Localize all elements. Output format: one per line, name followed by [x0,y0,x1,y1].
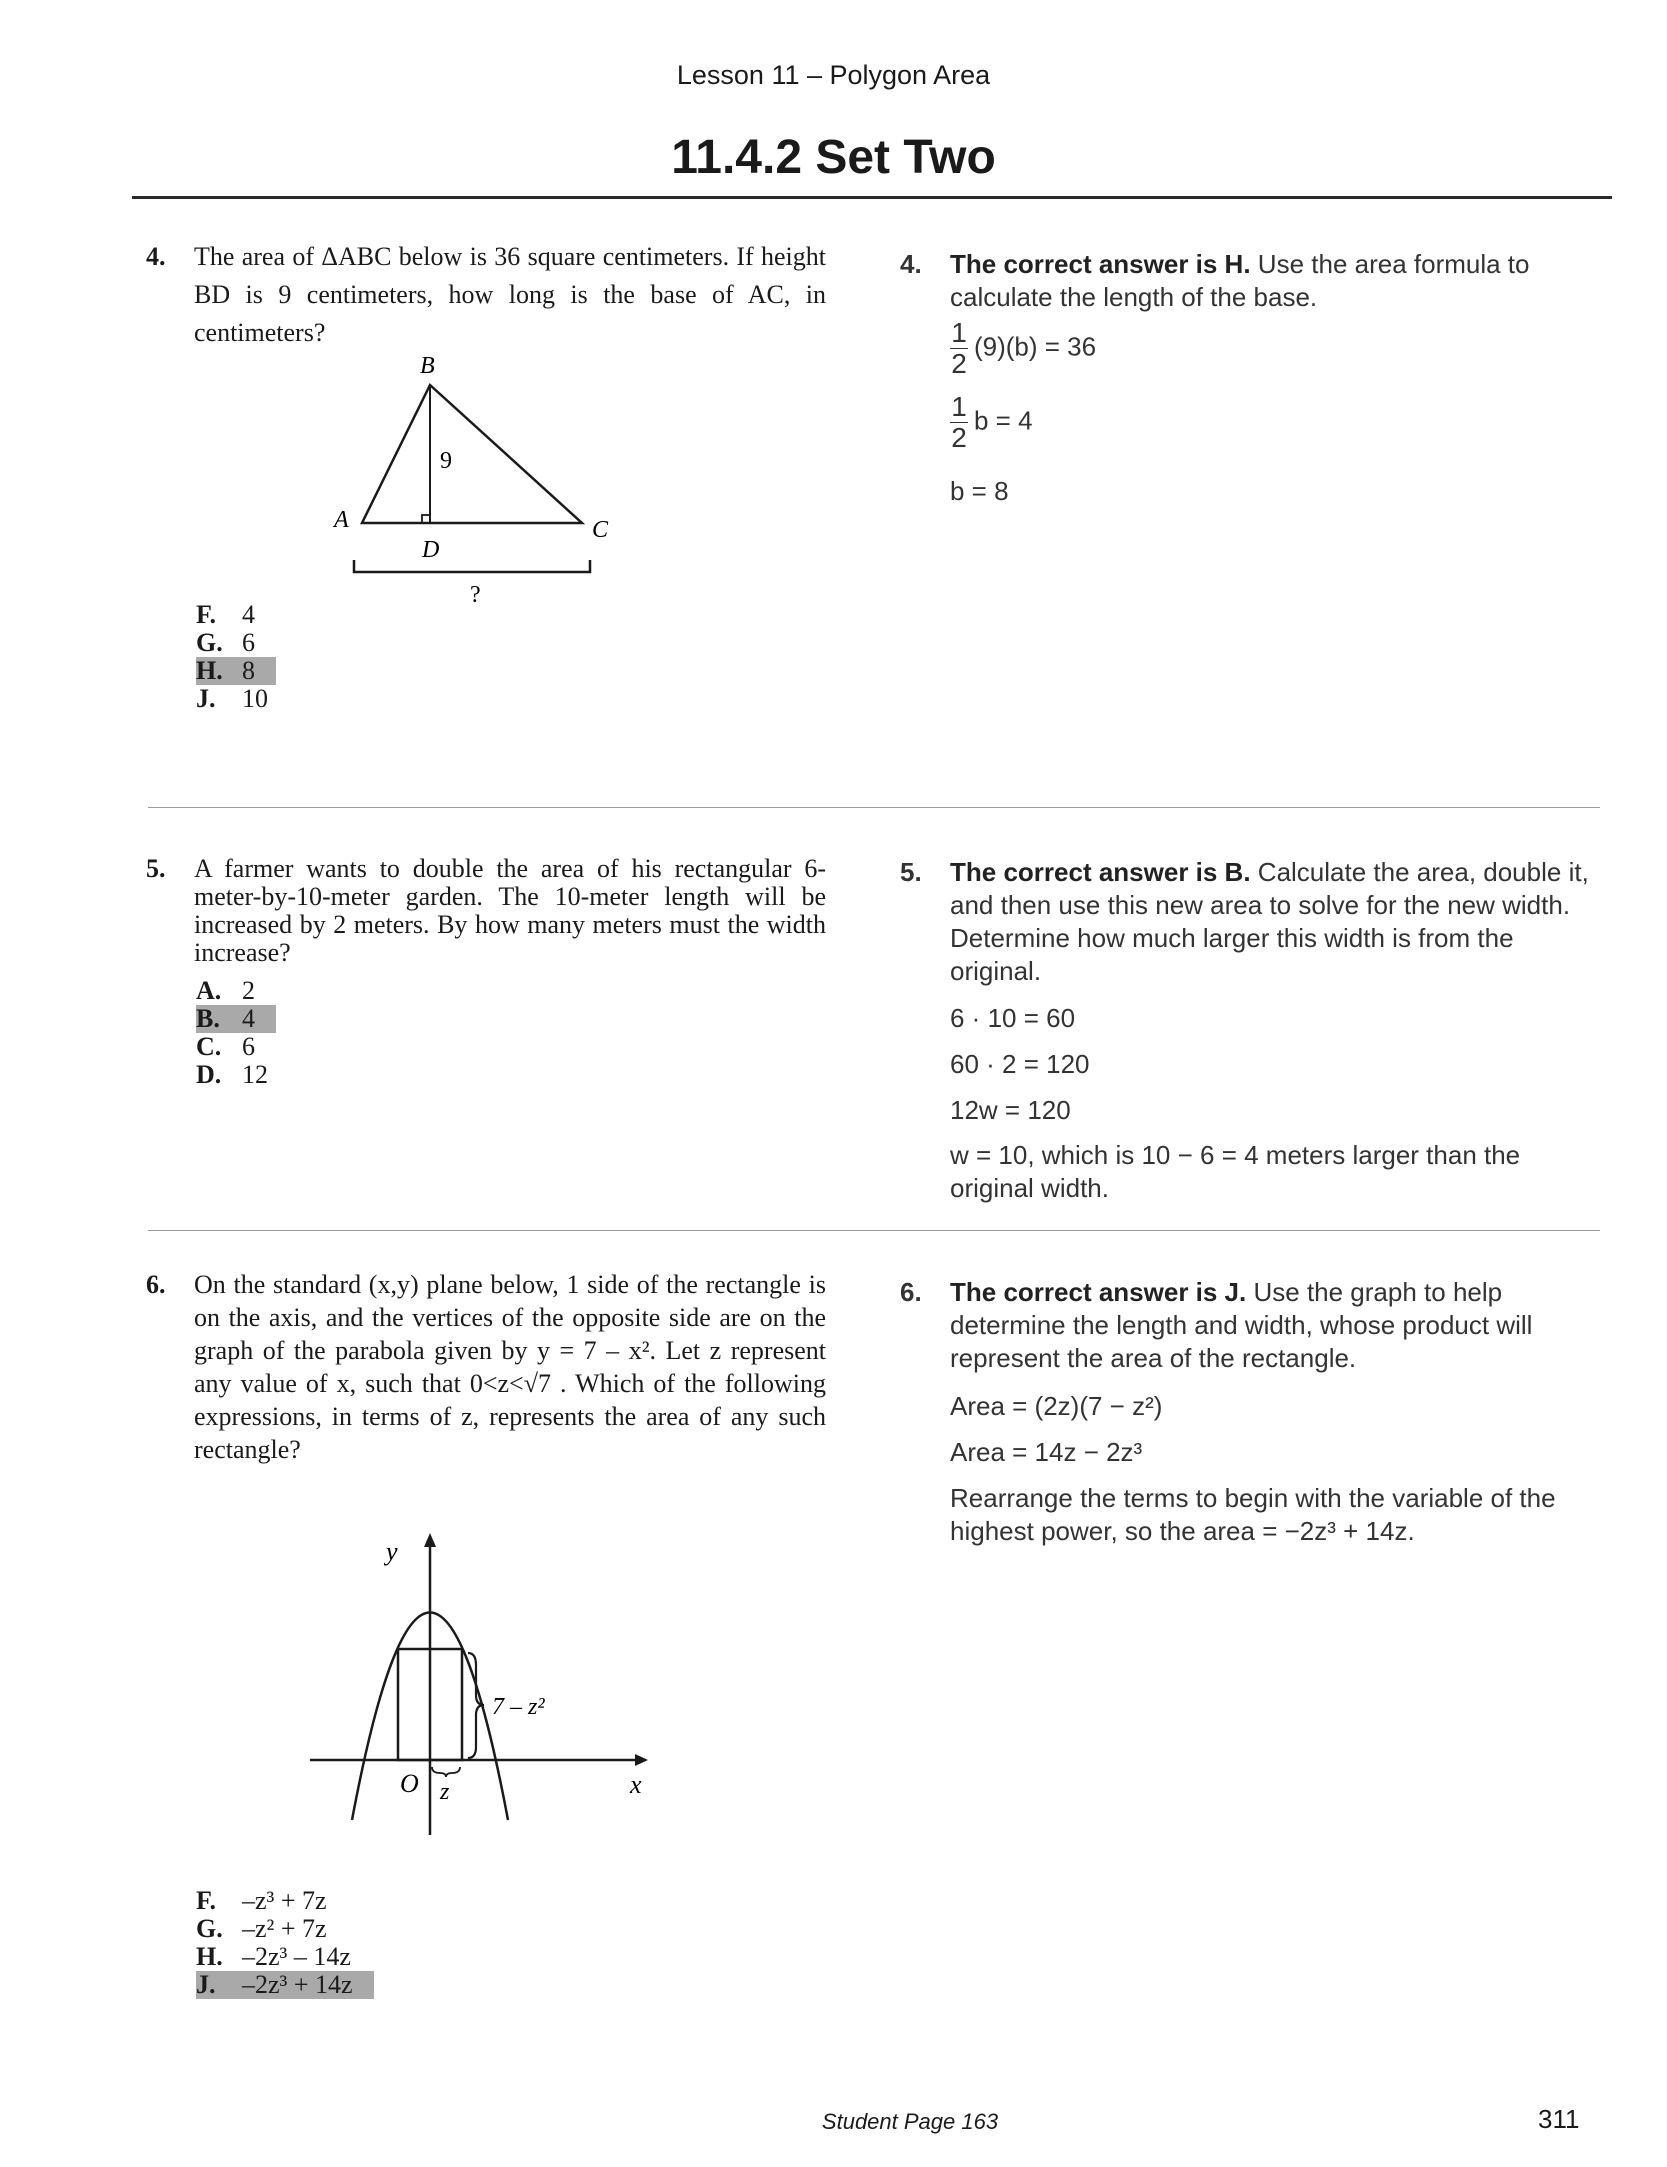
answer-5-step-2: 60 · 2 = 120 [950,1049,1090,1079]
question-6-number: 6. [146,1270,166,1299]
answer-5-step-4: w = 10, which is 10 − 6 = 4 meters larger than the original width. [950,1140,1521,1203]
label-height: 9 [440,448,452,474]
student-page-footer: Student Page 163 [821,2109,999,2134]
answer-6-number: 6. [900,1277,922,1307]
parabola-graph [300,1525,660,1845]
answer-4-lead: The correct answer is H. [950,249,1251,279]
label-b: B [420,353,435,379]
option-g[interactable]: G. –z² + 7z [196,1914,327,1943]
answer-4-step-1: $\frac{1}{2}$ (9)(b) = 36 [951,317,1097,379]
z-brace [432,1767,460,1777]
answer-5-text: Calculate the area, double it, and then use this new area to solve for the new width. Determine how much larger this width is from the original. [950,857,1589,986]
option-h[interactable]: H. 8 [196,657,276,685]
answer-5 [900,856,1600,988]
question-5-text: A farmer wants to double the area of his rectangular 6-meter-by-10-meter garden. The 10-meter length will be increased by 2 meters. By how many meters must the width increase? [194,854,826,967]
x-axis-arrow [635,1754,648,1766]
page-number: 311 [1538,2104,1580,2134]
question-5-options [196,977,276,1089]
label-a: A [334,507,349,533]
option-h[interactable]: H. –2z³ – 14z [196,1942,351,1971]
z-label: z [440,1779,450,1805]
answer-6-step-1: Area = (2z)(7 − z²) [950,1391,1163,1421]
answer-6-step-3: Rearrange the terms to begin with the variable of the highest power, so the area = −2z³ + 14z. [950,1483,1556,1546]
label-base-unknown: ? [470,582,481,608]
answer-6-text: Use the graph to help determine the length and width, whose product will represent the area of the rectangle. [950,1277,1533,1373]
lesson-header: Lesson 11 – Polygon Area [676,60,991,90]
page-title: 11.4.2 Set Two [671,131,996,184]
answer-5-step-3: 12w = 120 [950,1095,1071,1125]
option-b[interactable]: B. 4 [196,1005,276,1033]
question-4 [146,238,826,352]
label-d: D [422,537,440,563]
question-4-text: The area of ΔABC below is 36 square centimeters. If height BD is 9 centimeters, how long is the base of AC, in centimeters? [194,242,826,347]
answer-4-step-3: b = 8 [950,476,1009,506]
origin-label: O [400,1769,419,1798]
question-4-options [196,601,276,713]
answer-5-number: 5. [900,857,922,887]
answer-6-lead: The correct answer is J. [950,1277,1247,1307]
question-5 [146,855,826,967]
question-5-number: 5. [146,854,166,883]
section-divider-1 [148,807,1600,808]
question-6-options [196,1887,374,1999]
option-j[interactable]: J. –2z³ + 14z [196,1971,374,1999]
option-g[interactable]: G. 6 [196,628,255,657]
answer-4 [900,248,1600,314]
answer-6 [900,1276,1600,1375]
option-a[interactable]: A. 2 [196,976,255,1005]
answer-6-step-2: Area = 14z − 2z³ [950,1437,1143,1467]
option-d[interactable]: D. 12 [196,1060,268,1089]
answer-4-text: Use the area formula to calculate the length of the base. [950,249,1530,312]
question-6-text: On the standard (x,y) plane below, 1 side of the rectangle is on the axis, and the vertices of the opposite side are on the graph of the parabola given by y = 7 – x². Let z represent any value of x, such that 0<z<√7 . Which of the following expressions, in terms of z, represents the area of any such rectangle? [194,1270,826,1464]
y-axis-arrow [424,1533,436,1547]
question-6 [146,1268,826,1466]
option-c[interactable]: C. 6 [196,1032,255,1061]
base-bracket [354,560,590,572]
fraction-half-2: $\frac{1}{2}$ [951,391,967,453]
triangle-abc [362,385,582,523]
answer-5-step-1: 6 · 10 = 60 [950,1003,1076,1033]
x-axis-label: x [630,1770,642,1799]
answer-5-lead: The correct answer is B. [950,857,1251,887]
answer-4-number: 4. [900,249,922,279]
answer-4-step-2: $\frac{1}{2}$ b = 4 [951,391,1033,453]
option-f[interactable]: F. –z³ + 7z [196,1886,327,1915]
section-divider-2 [148,1230,1600,1231]
height-label: 7 – z² [492,1694,545,1720]
fraction-half-1: $\frac{1}{2}$ [951,317,967,379]
option-j[interactable]: J. 10 [196,684,268,713]
question-4-number: 4. [146,242,166,271]
title-divider [132,196,1612,199]
triangle-figure [320,345,640,615]
label-c: C [592,517,609,543]
option-f[interactable]: F. 4 [196,600,255,629]
y-axis-label: y [386,1537,398,1566]
